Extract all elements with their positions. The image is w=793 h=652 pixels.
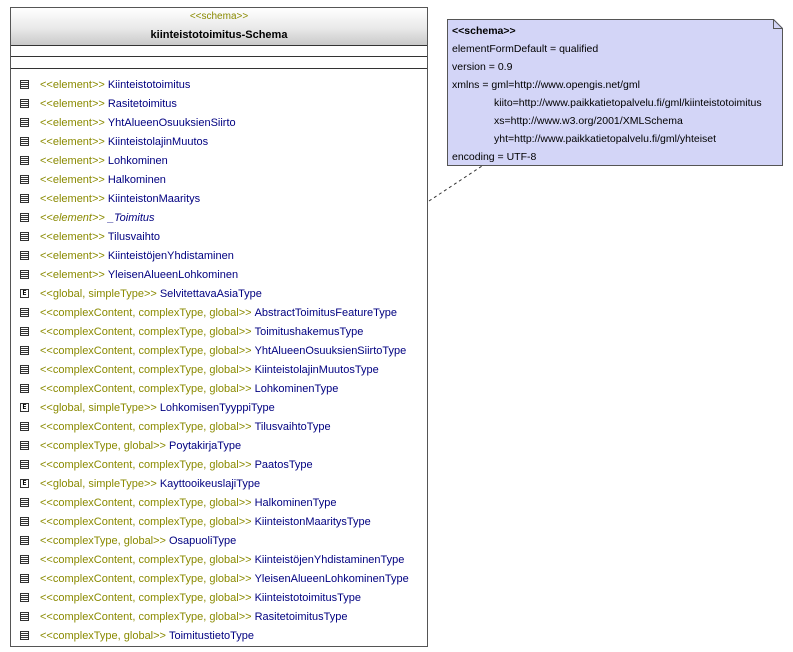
member-stereotype: <<complexContent, complexType, global>> [40,572,252,585]
class-stereotype: <<schema>> [189,11,249,22]
member-name: YhtAlueenOsuuksienSiirto [107,116,236,129]
member-row[interactable] [11,246,427,265]
element-list-icon [20,232,29,241]
member-stereotype: <<element>> [40,192,105,205]
element-list-icon [20,460,29,469]
element-list-icon [20,517,29,526]
member-name: KiinteistonMaaritys [107,192,201,205]
member-row[interactable] [11,531,427,550]
member-name: KiinteistolajinMuutosType [254,363,379,376]
member-row[interactable] [11,588,427,607]
member-name: YleisenAlueenLohkominenType [254,572,409,585]
note-line: xs=http://www.w3.org/2001/XMLSchema [494,115,683,127]
member-row[interactable] [11,189,427,208]
member-row[interactable] [11,322,427,341]
element-list-icon [20,574,29,583]
member-row[interactable] [11,170,427,189]
member-name: LohkominenType [254,382,339,395]
member-name: Tilusvaihto [107,230,161,243]
member-stereotype: <<element>> [40,268,105,281]
note-content [452,22,762,166]
member-row[interactable] [11,569,427,588]
member-stereotype: <<complexContent, complexType, global>> [40,610,252,623]
member-row[interactable] [11,417,427,436]
member-stereotype: <<complexContent, complexType, global>> [40,344,252,357]
member-name: OsapuoliType [168,534,237,547]
element-list-icon [20,156,29,165]
member-stereotype: <<element>> [40,135,105,148]
member-name: HalkominenType [254,496,337,509]
enumeration-icon: E [20,403,29,412]
member-row[interactable] [11,398,427,417]
member-stereotype: <<element>> [40,230,105,243]
member-row[interactable] [11,75,427,94]
member-name: ToimitustietoType [168,629,254,642]
element-list-icon [20,536,29,545]
member-name: TilusvaihtoType [254,420,331,433]
note-line: elementFormDefault = qualified [452,43,599,55]
member-stereotype: <<complexContent, complexType, global>> [40,515,252,528]
member-stereotype: <<element>> [40,173,105,186]
member-name: LohkomisenTyyppiType [159,401,275,414]
member-stereotype: <<global, simpleType>> [40,477,157,490]
element-list-icon [20,99,29,108]
member-name: ToimitushakemusType [254,325,364,338]
element-list-icon [20,555,29,564]
member-stereotype: <<complexContent, complexType, global>> [40,420,252,433]
member-stereotype: <<element>> [40,116,105,129]
element-list-icon [20,327,29,336]
member-stereotype: <<element>> [40,78,105,91]
element-list-icon [20,137,29,146]
member-stereotype: <<complexType, global>> [40,439,166,452]
member-row[interactable] [11,360,427,379]
member-row[interactable] [11,284,427,303]
member-name: RasitetoimitusType [254,610,348,623]
element-list-icon [20,365,29,374]
member-stereotype: <<complexContent, complexType, global>> [40,382,252,395]
operations-compartment [11,57,427,69]
member-name: YleisenAlueenLohkominen [107,268,239,281]
member-row[interactable] [11,227,427,246]
member-name: Rasitetoimitus [107,97,177,110]
member-row[interactable] [11,512,427,531]
member-row[interactable] [11,303,427,322]
enumeration-icon: E [20,479,29,488]
element-list-icon [20,308,29,317]
note-line: encoding = UTF-8 [452,151,537,163]
member-row[interactable] [11,550,427,569]
element-list-icon [20,118,29,127]
member-row[interactable] [11,132,427,151]
member-stereotype: <<complexType, global>> [40,629,166,642]
element-list-icon [20,270,29,279]
class-header [11,8,427,46]
member-row[interactable] [11,626,427,645]
member-stereotype: <<complexContent, complexType, global>> [40,591,252,604]
element-list-icon [20,441,29,450]
member-name: Kiinteistotoimitus [107,78,191,91]
member-row[interactable] [11,474,427,493]
member-name: YhtAlueenOsuuksienSiirtoType [254,344,407,357]
member-row[interactable] [11,493,427,512]
member-stereotype: <<element>> [40,249,105,262]
note-line: yht=http://www.paikkatietopalvelu.fi/gml/yhteiset [494,133,717,145]
note-line: xmlns = gml=http://www.opengis.net/gml [452,79,640,91]
member-stereotype: <<element>> [40,154,105,167]
member-row[interactable] [11,379,427,398]
note-line: version = 0.9 [452,61,513,73]
member-name: PaatosType [254,458,313,471]
member-stereotype: <<complexType, global>> [40,534,166,547]
element-list-icon [20,422,29,431]
schema-class-box[interactable] [10,7,428,647]
member-row[interactable] [11,265,427,284]
member-row[interactable] [11,341,427,360]
member-name: PoytakirjaType [168,439,242,452]
element-list-icon [20,346,29,355]
member-stereotype: <<global, simpleType>> [40,287,157,300]
member-name: KiinteistöjenYhdistaminen [107,249,234,262]
class-name: kiinteistotoimitus-Schema [150,29,288,41]
note-connector-line [429,166,482,201]
member-row[interactable] [11,436,427,455]
member-name: KiinteistotoimitusType [254,591,361,604]
element-list-icon [20,213,29,222]
member-row[interactable] [11,607,427,626]
note-title: <<schema>> [452,25,516,37]
members-list [11,69,427,645]
member-name: AbstractToimitusFeatureType [254,306,398,319]
element-list-icon [20,612,29,621]
member-stereotype: <<complexContent, complexType, global>> [40,306,252,319]
element-list-icon [20,498,29,507]
member-name: KiinteistöjenYhdistaminenType [254,553,405,566]
member-stereotype: <<element>> [40,211,105,224]
element-list-icon [20,251,29,260]
member-name: KiinteistolajinMuutos [107,135,209,148]
member-name: KiinteistonMaaritysType [254,515,371,528]
element-list-icon [20,384,29,393]
member-row[interactable] [11,94,427,113]
member-stereotype: <<element>> [40,97,105,110]
member-stereotype: <<complexContent, complexType, global>> [40,553,252,566]
member-row[interactable] [11,208,427,227]
element-list-icon [20,631,29,640]
member-stereotype: <<complexContent, complexType, global>> [40,325,252,338]
element-list-icon [20,194,29,203]
enumeration-icon: E [20,289,29,298]
element-list-icon [20,593,29,602]
member-row[interactable] [11,113,427,132]
member-name: KayttooikeuslajiType [159,477,261,490]
note-line: kiito=http://www.paikkatietopalvelu.fi/gml/kiinteistotoimitus [494,97,762,109]
member-name: SelvitettavaAsiaType [159,287,262,300]
member-row[interactable] [11,455,427,474]
member-stereotype: <<global, simpleType>> [40,401,157,414]
member-stereotype: <<complexContent, complexType, global>> [40,363,252,376]
element-list-icon [20,80,29,89]
member-name: Lohkominen [107,154,168,167]
attributes-compartment [11,46,427,57]
member-row[interactable] [11,151,427,170]
member-name: _Toimitus [107,211,155,224]
member-stereotype: <<complexContent, complexType, global>> [40,458,252,471]
element-list-icon [20,175,29,184]
member-name: Halkominen [107,173,166,186]
member-stereotype: <<complexContent, complexType, global>> [40,496,252,509]
